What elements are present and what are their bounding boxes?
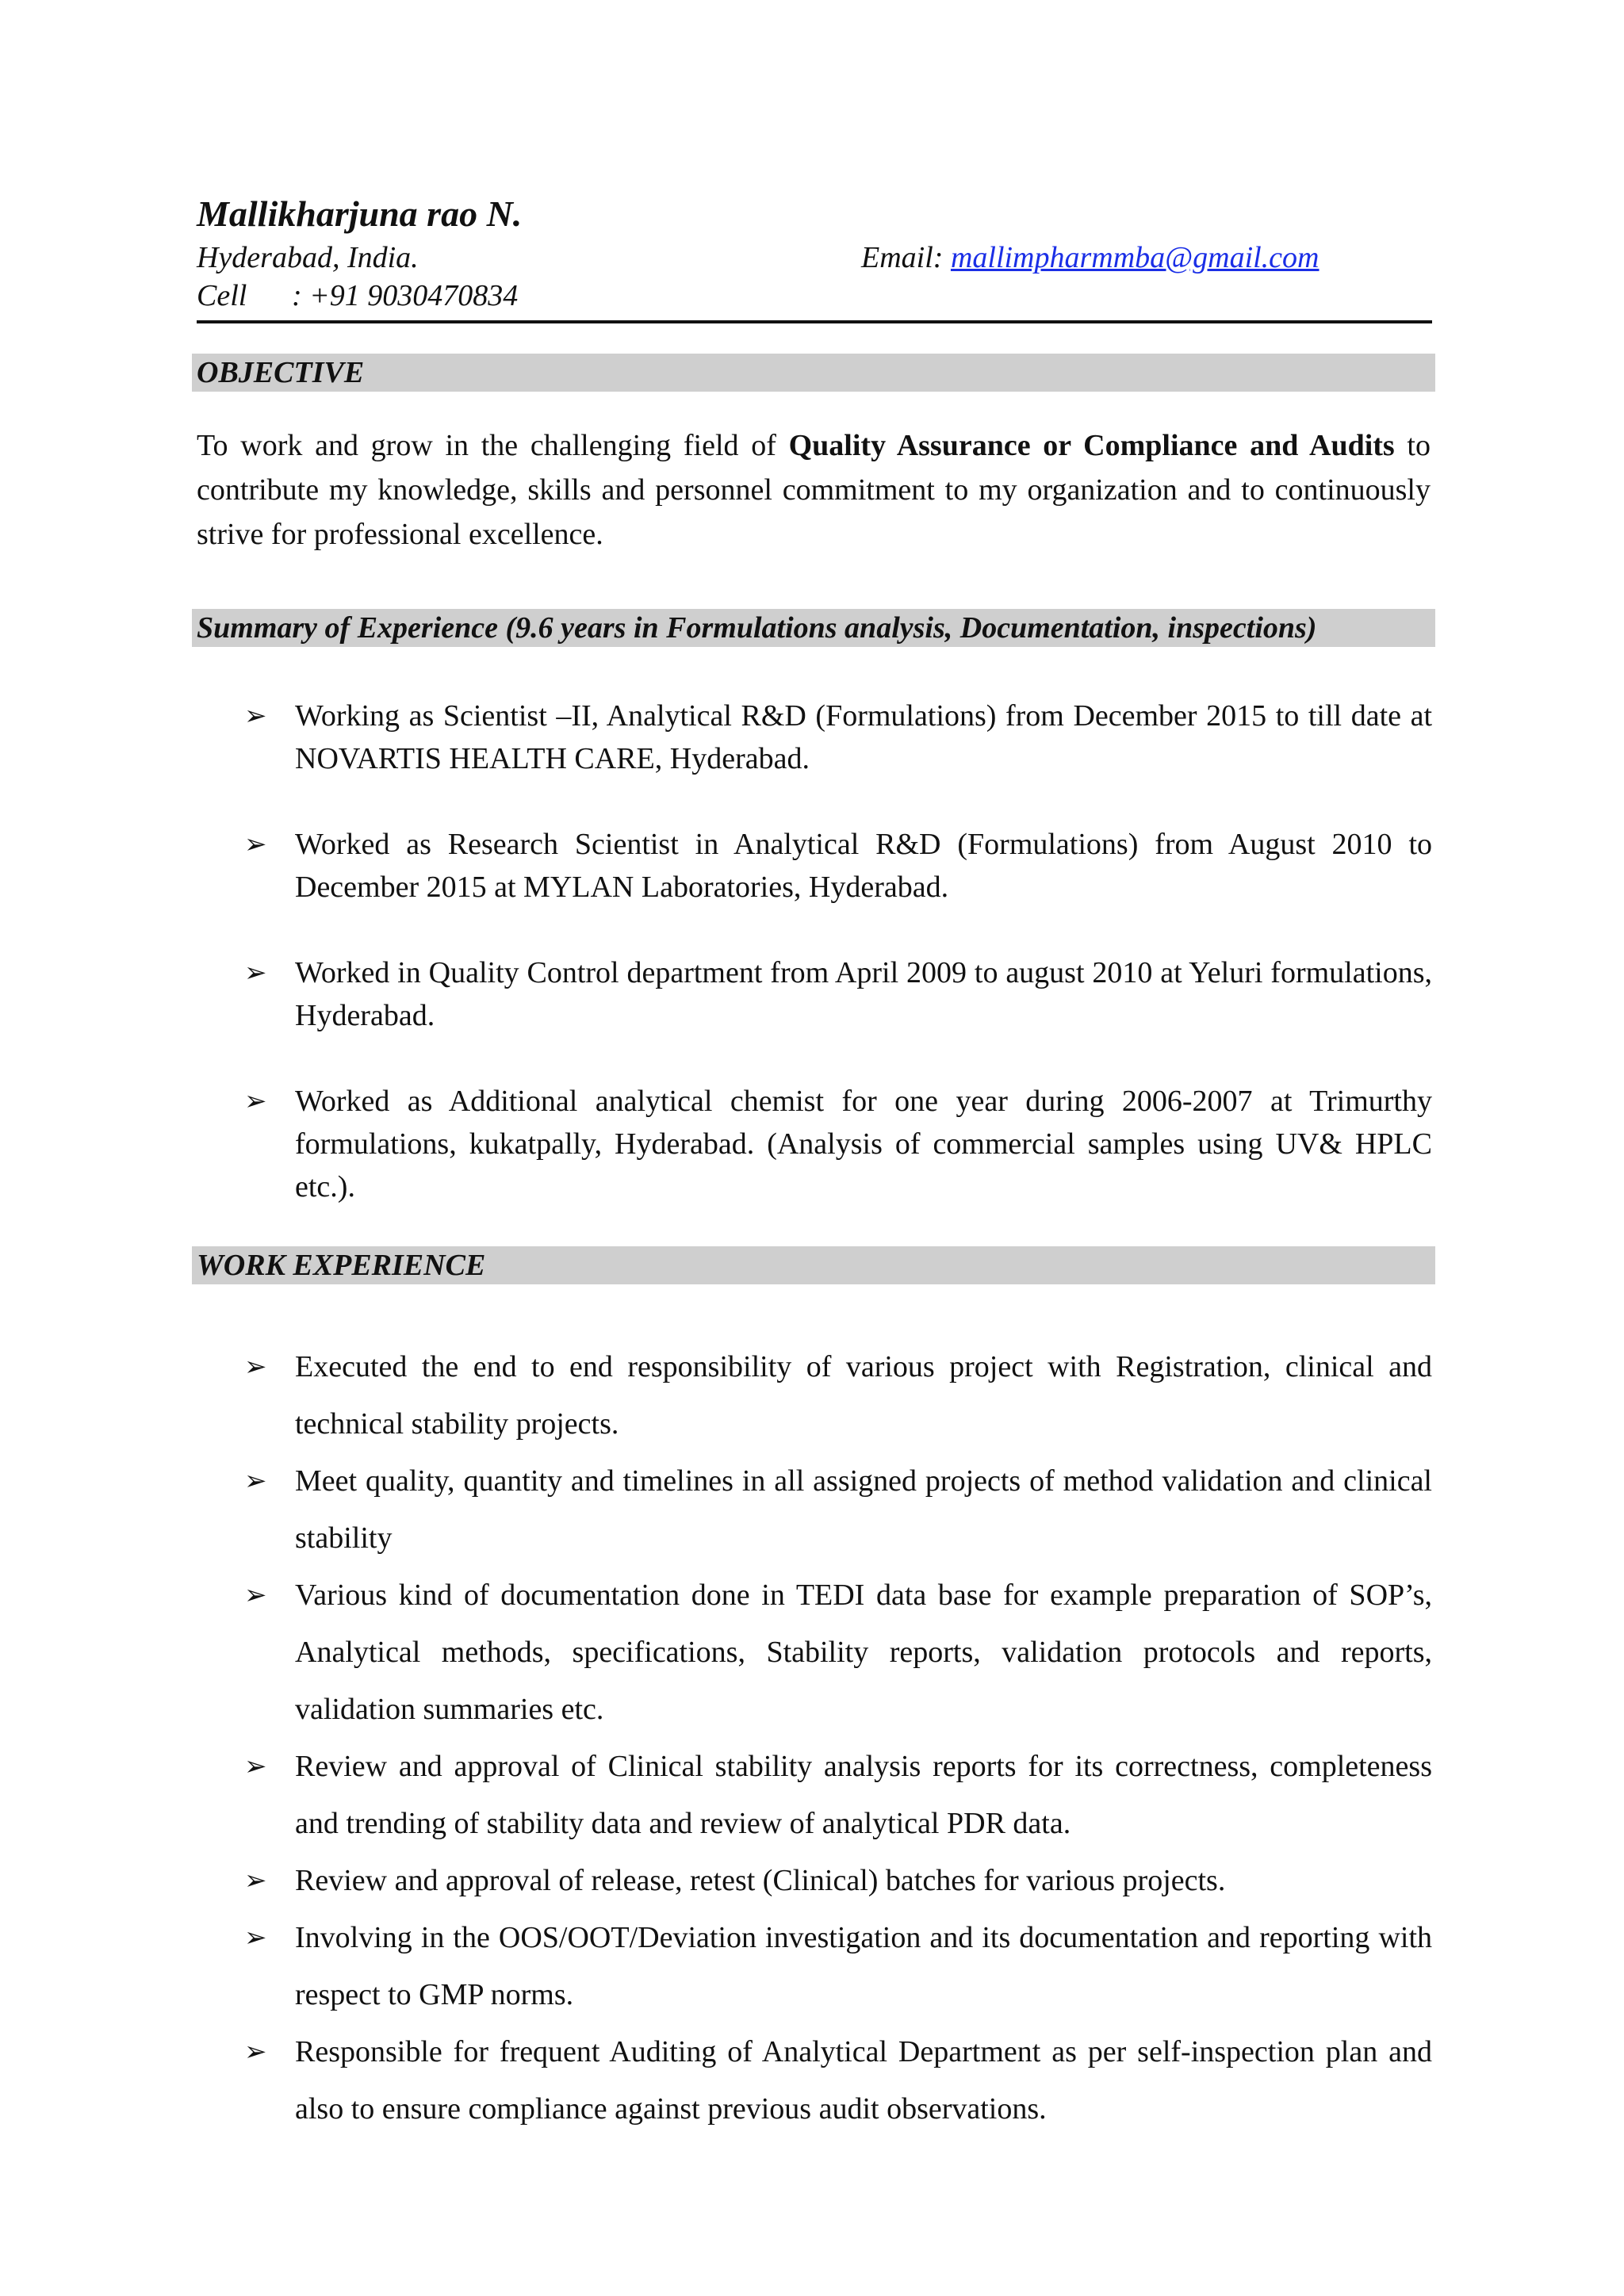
list-item-text: Involving in the OOS/OOT/Deviation investigation and its documentation and reporting with respect to GMP norms. [295,1921,1432,2011]
list-item-text: Review and approval of Clinical stability analysis reports for its correctness, completeness and trending of stability data and review of analytical PDR data. [295,1750,1432,1840]
list-item [244,1852,1432,1909]
arrowhead-bullet-icon: ➢ [244,700,267,732]
work-experience-heading: WORK EXPERIENCE [192,1246,1435,1284]
candidate-city: Hyderabad, India. [197,241,419,274]
cell-number: : +91 9030470834 [292,279,519,312]
list-item-text: Worked as Research Scientist in Analytical R&D (Formulations) from August 2010 to December 2015 at MYLAN Laboratories, Hyderabad. [295,828,1432,904]
summary-heading: Summary of Experience (9.6 years in Formulations analysis, Documentation, inspections) [192,609,1435,647]
header-divider [197,320,1432,323]
list-item [244,951,1432,1037]
arrowhead-bullet-icon: ➢ [244,1751,267,1782]
objective-heading: OBJECTIVE [192,354,1435,392]
list-item [244,695,1432,780]
list-item-text: Executed the end to end responsibility of various project with Registration, clinical and technical stability projects. [295,1350,1432,1441]
arrowhead-bullet-icon: ➢ [244,1085,267,1117]
arrowhead-bullet-icon: ➢ [244,1465,267,1497]
list-item-text: Responsible for frequent Auditing of Analytical Department as per self-inspection plan and also to ensure compliance against previous audit observations. [295,2035,1432,2126]
objective-text [197,423,1431,557]
list-item-text: Review and approval of release, retest (Clinical) batches for various projects. [295,1864,1226,1897]
objective-text-start: To work and grow in the challenging field of [197,429,789,462]
arrowhead-bullet-icon: ➢ [244,1579,267,1611]
objective-text-highlight: Quality Assurance or Compliance and Audits [788,429,1395,462]
objective-text-end: to contribute my knowledge, skills and personnel commitment to my organization and to continuously strive for professional excellence. [197,429,1431,551]
list-item-text: Working as Scientist –II, Analytical R&D (Formulations) from December 2015 to till date at NOVARTIS HEALTH CARE, Hyderabad. [295,699,1432,775]
cell-label: Cell [197,279,247,312]
list-item [244,823,1432,909]
email-line [861,238,1320,277]
arrowhead-bullet-icon: ➢ [244,1351,267,1383]
list-item-text: Meet quality, quantity and timelines in all assigned projects of method validation and clinical stability [295,1464,1432,1555]
email-label: Email: [861,241,944,274]
arrowhead-bullet-icon: ➢ [244,1865,267,1896]
candidate-name: Mallikharjuna rao N. [197,193,523,234]
list-item [244,1080,1432,1208]
list-item [244,1452,1432,1567]
list-item [244,2023,1432,2137]
list-item [244,1567,1432,1738]
list-item-text: Various kind of documentation done in TEDI data base for example preparation of SOP’s, Analytical methods, specifications, Stability reports, validation protocols and reports, validation summaries etc. [295,1578,1432,1726]
arrowhead-bullet-icon: ➢ [244,957,267,989]
work-experience-list [244,1338,1432,2137]
arrowhead-bullet-icon: ➢ [244,1922,267,1954]
list-item [244,1338,1432,1452]
cell-line [197,276,518,316]
arrowhead-bullet-icon: ➢ [244,828,267,860]
email-link[interactable]: mallimpharmmba@gmail.com [950,241,1320,274]
arrowhead-bullet-icon: ➢ [244,2036,267,2068]
list-item-text: Worked as Additional analytical chemist for one year during 2006-2007 at Trimurthy formulations, kukatpally, Hyderabad. (Analysis of commercial samples using UV& HPLC etc.). [295,1085,1432,1203]
list-item [244,1738,1432,1852]
summary-list [244,695,1432,1251]
list-item-text: Worked in Quality Control department from April 2009 to august 2010 at Yeluri formulations, Hyderabad. [295,956,1432,1032]
list-item [244,1909,1432,2023]
